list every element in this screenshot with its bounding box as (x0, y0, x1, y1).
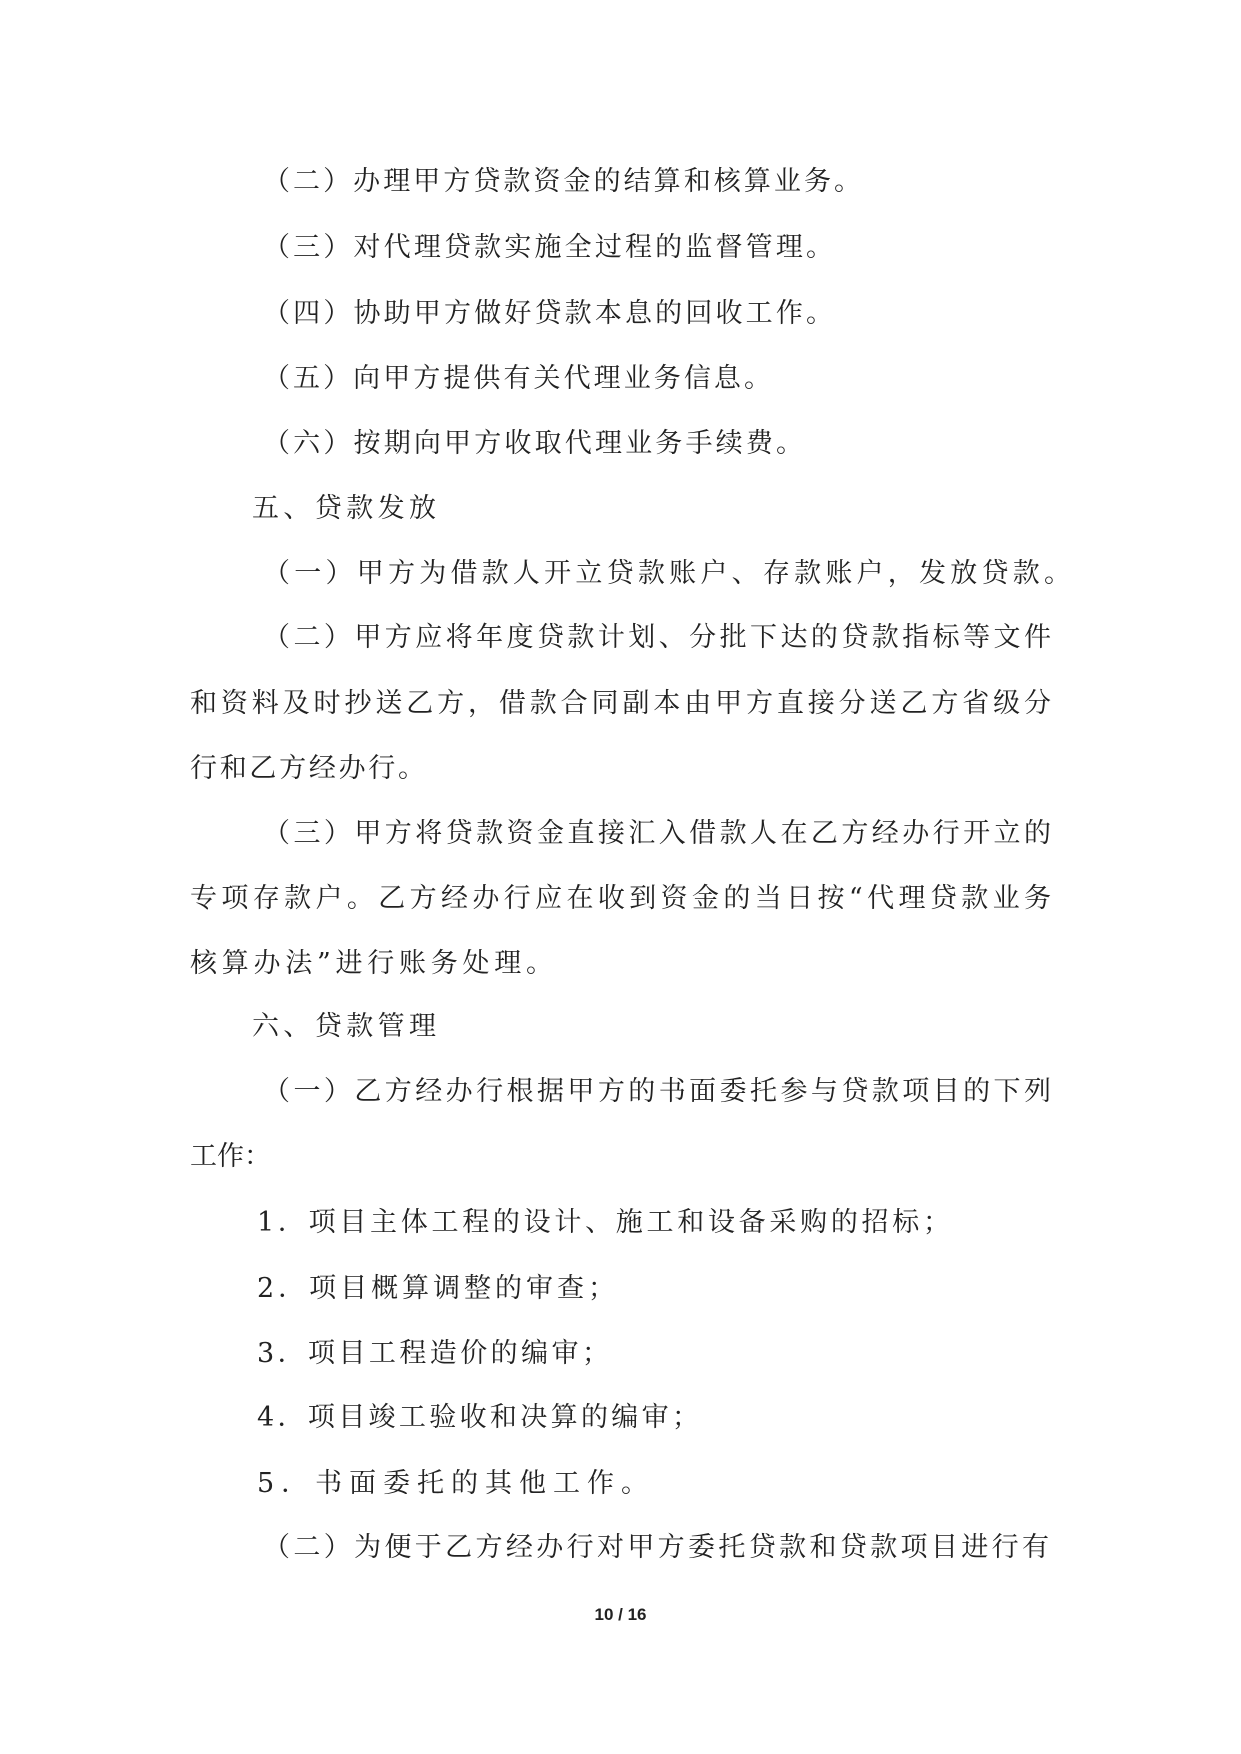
paragraph-line: （二）甲方应将年度贷款计划、分批下达的贷款指标等文件 (263, 622, 1051, 653)
paragraph-line: 行和乙方经办行。 (190, 753, 425, 784)
paragraph-line: （六）按期向甲方收取代理业务手续费。 (263, 428, 803, 459)
paragraph-line: （二）为便于乙方经办行对甲方委托贷款和贷款项目进行有 (263, 1532, 1049, 1563)
paragraph-line: 和资料及时抄送乙方，借款合同副本由甲方直接分送乙方省级分 (190, 688, 1051, 719)
list-item: 3．项目工程造价的编审； (257, 1338, 609, 1369)
paragraph-line: （三）对代理贷款实施全过程的监督管理。 (263, 232, 833, 263)
paragraph-line: （一）乙方经办行根据甲方的书面委托参与贷款项目的下列 (263, 1076, 1051, 1107)
paragraph-line: （二）办理甲方贷款资金的结算和核算业务。 (263, 166, 861, 197)
paragraph-line: （三）甲方将贷款资金直接汇入借款人在乙方经办行开立的 (263, 818, 1051, 849)
paragraph-line: （四）协助甲方做好贷款本息的回收工作。 (263, 298, 833, 329)
paragraph-line: （一）甲方为借款人开立贷款账户、存款账户，发放贷款。 (263, 558, 1071, 589)
section-heading: 六、贷款管理 (252, 1011, 436, 1042)
list-item: 1．项目主体工程的设计、施工和设备采购的招标； (257, 1207, 950, 1238)
paragraph-line: 工作： (190, 1141, 271, 1172)
list-item: 5．书面委托的其他工作。 (257, 1468, 648, 1499)
page-number: 10 / 16 (594, 1605, 647, 1624)
paragraph-line: 专项存款户。乙方经办行应在收到资金的当日按“代理贷款业务 (190, 883, 1051, 914)
list-item: 4．项目竣工验收和决算的编审； (257, 1402, 699, 1433)
list-item: 2．项目概算调整的审查； (257, 1273, 615, 1304)
paragraph-line: 核算办法”进行账务处理。 (190, 948, 553, 979)
paragraph-line: （五）向甲方提供有关代理业务信息。 (263, 363, 771, 394)
section-heading: 五、贷款发放 (252, 493, 436, 524)
